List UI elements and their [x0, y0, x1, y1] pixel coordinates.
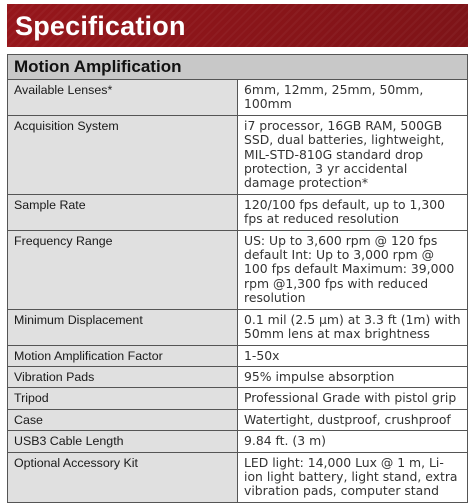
table-row: [8, 80, 468, 116]
row-label: Vibration Pads: [8, 366, 238, 387]
section-header-row: [8, 55, 468, 80]
table-row: [8, 309, 468, 345]
specification-banner: [7, 4, 468, 47]
table-row: [8, 115, 468, 194]
specification-table: [7, 54, 468, 503]
row-label: Case: [8, 409, 238, 430]
table-row: [8, 194, 468, 230]
table-row: [8, 409, 468, 430]
row-value: 6mm, 12mm, 25mm, 50mm, 100mm: [238, 80, 468, 116]
row-value: i7 processor, 16GB RAM, 500GB SSD, dual batteries, lightweight, MIL-STD-810G standard drop protection, 3 yr accidental damage protection*: [238, 115, 468, 194]
row-label: Minimum Displacement: [8, 309, 238, 345]
page-title: Specification: [15, 11, 186, 41]
row-value: US: Up to 3,600 rpm @ 120 fps default Int: Up to 3,000 rpm @ 100 fps default Maximum: 39,000 rpm @1,300 fps with reduced resolution: [238, 230, 468, 309]
row-label: Sample Rate: [8, 194, 238, 230]
row-value: 0.1 mil (2.5 µm) at 3.3 ft (1m) with 50mm lens at max brightness: [238, 309, 468, 345]
row-label: Available Lenses*: [8, 80, 238, 116]
row-label: Acquisition System: [8, 115, 238, 194]
row-label: Motion Amplification Factor: [8, 345, 238, 366]
table-row: [8, 452, 468, 502]
row-value: 1-50x: [238, 345, 468, 366]
section-title: Motion Amplification: [8, 55, 468, 80]
row-value: LED light: 14,000 Lux @ 1 m, Li-ion light battery, light stand, extra vibration pads, computer stand: [238, 452, 468, 502]
row-value: Watertight, dustproof, crushproof: [238, 409, 468, 430]
row-label: USB3 Cable Length: [8, 431, 238, 452]
table-row: [8, 388, 468, 409]
row-value: 120/100 fps default, up to 1,300 fps at reduced resolution: [238, 194, 468, 230]
table-row: [8, 345, 468, 366]
row-value: Professional Grade with pistol grip: [238, 388, 468, 409]
table-row: [8, 230, 468, 309]
row-value: 9.84 ft. (3 m): [238, 431, 468, 452]
row-value: 95% impulse absorption: [238, 366, 468, 387]
table-row: [8, 366, 468, 387]
row-label: Tripod: [8, 388, 238, 409]
row-label: Frequency Range: [8, 230, 238, 309]
row-label: Optional Accessory Kit: [8, 452, 238, 502]
table-row: [8, 431, 468, 452]
